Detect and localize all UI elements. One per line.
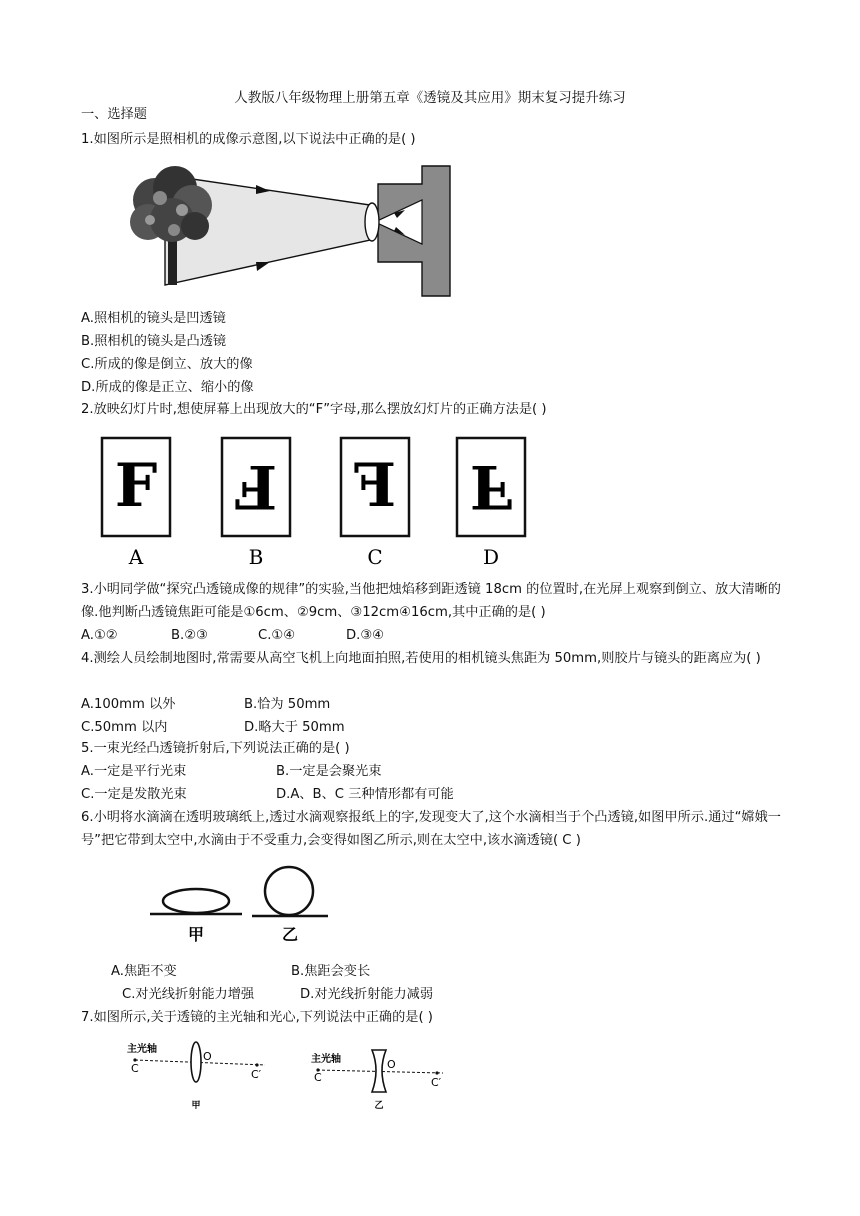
point-c-prime-jia: C′ xyxy=(251,1068,262,1081)
page-title: 人教版八年级物理上册第五章《透镜及其应用》期末复习提升练习 xyxy=(234,90,626,106)
camera-lens xyxy=(365,203,379,241)
q6-option-b: B.焦距会变长 xyxy=(291,964,371,979)
slide-a-letter: F xyxy=(114,451,158,521)
slide-options-figure xyxy=(95,432,525,572)
slide-c-letter: F xyxy=(353,451,397,521)
q5-option-c: C.一定是发散光束 xyxy=(81,787,187,802)
q3-option-c: C.①④ xyxy=(258,628,296,643)
water-drop-figure xyxy=(130,862,340,946)
q3-option-d: D.③④ xyxy=(346,628,384,643)
q1-option-d: D.所成的像是正立、缩小的像 xyxy=(81,380,254,395)
slide-a xyxy=(102,438,170,569)
fig-label-yi-7: 乙 xyxy=(374,1101,384,1111)
q4-option-d: D.略大于 50mm xyxy=(244,720,345,735)
point-o-jia: O xyxy=(203,1050,212,1063)
section-heading: 一、选择题 xyxy=(81,107,147,122)
slide-a-label: A xyxy=(128,545,144,569)
q1-option-b: B.照相机的镜头是凸透镜 xyxy=(81,334,227,349)
slide-c xyxy=(341,438,409,569)
slide-d xyxy=(457,438,525,569)
q2-stem: 2.放映幻灯片时,想使屏幕上出现放大的“F”字母,那么摆放幻灯片的正确方法是( ) xyxy=(81,402,547,417)
q4-option-b: B.恰为 50mm xyxy=(244,697,331,712)
fig-label-yi: 乙 xyxy=(281,925,299,944)
point-c-prime-yi: C′ xyxy=(431,1076,442,1089)
slide-b xyxy=(222,438,290,569)
q6-option-a: A.焦距不变 xyxy=(111,964,177,979)
slide-c-label: C xyxy=(367,545,383,569)
q5-option-b: B.一定是会聚光束 xyxy=(276,764,382,779)
q3-option-b: B.②③ xyxy=(171,628,208,643)
q3-stem: 3.小明同学做“探究凸透镜成像的规律”的实验,当他把烛焰移到距透镜 18cm 的位置时,在光屏上观察到倒立、放大清晰的像.他判断凸透镜焦距可能是①6cm、②9cm、③12cm④16cm,其中正确的是( ) xyxy=(81,582,781,620)
slide-d-label: D xyxy=(482,545,500,569)
q5-stem: 5.一束光经凸透镜折射后,下列说法正确的是( ) xyxy=(81,741,350,756)
camera-imaging-diagram xyxy=(120,160,460,300)
q6-option-d: D.对光线折射能力减弱 xyxy=(300,987,434,1002)
q1-stem: 1.如图所示是照相机的成像示意图,以下说法中正确的是( ) xyxy=(81,132,416,147)
fig-label-jia-7: 甲 xyxy=(191,1101,201,1111)
ray-arrow-bottom xyxy=(256,262,270,271)
point-o-yi: O xyxy=(387,1058,396,1071)
q4-option-c: C.50mm 以内 xyxy=(81,720,168,735)
q1-option-c: C.所成的像是倒立、放大的像 xyxy=(81,357,253,372)
q5-option-d: D.A、B、C 三种情形都有可能 xyxy=(276,787,454,802)
convex-lens-figure xyxy=(127,1042,265,1111)
tree-trunk xyxy=(168,240,177,285)
q5-option-a: A.一定是平行光束 xyxy=(81,764,187,779)
q1-option-a: A.照相机的镜头是凹透镜 xyxy=(81,311,226,326)
axis-label-jia: 主光轴 xyxy=(127,1044,157,1055)
fig-label-jia: 甲 xyxy=(187,925,205,944)
q6-option-c: C.对光线折射能力增强 xyxy=(122,987,255,1002)
q6-stem: 6.小明将水滴滴在透明玻璃纸上,透过水滴观察报纸上的字,发现变大了,这个水滴相当于个凸透镜,如图甲所示.通过“嫦娥一号”把它带到太空中,水滴由于不受重力,会变得如图乙所示,则在太空中,该水滴透镜( C ) xyxy=(81,810,781,848)
slide-d-letter: F xyxy=(469,451,513,521)
axis-label-yi: 主光轴 xyxy=(311,1054,341,1065)
drop-in-space xyxy=(252,867,328,916)
concave-lens-figure xyxy=(311,1050,443,1111)
lens-axis-figure xyxy=(125,1040,455,1115)
point-c-yi: C xyxy=(314,1071,322,1084)
slide-b-letter: F xyxy=(234,451,278,521)
slide-b-label: B xyxy=(248,545,264,569)
q4-stem: 4.测绘人员绘制地图时,常需要从高空飞机上向地面拍照,若使用的相机镜头焦距为 50mm,则胶片与镜头的距离应为( ) xyxy=(81,651,761,666)
q7-stem: 7.如图所示,关于透镜的主光轴和光心,下列说法中正确的是( ) xyxy=(81,1010,433,1025)
q4-option-a: A.100mm 以外 xyxy=(81,697,176,712)
q3-option-a: A.①② xyxy=(81,628,118,643)
drop-on-paper xyxy=(150,889,242,914)
point-c-jia: C xyxy=(131,1062,139,1075)
tree-foliage xyxy=(130,166,212,242)
